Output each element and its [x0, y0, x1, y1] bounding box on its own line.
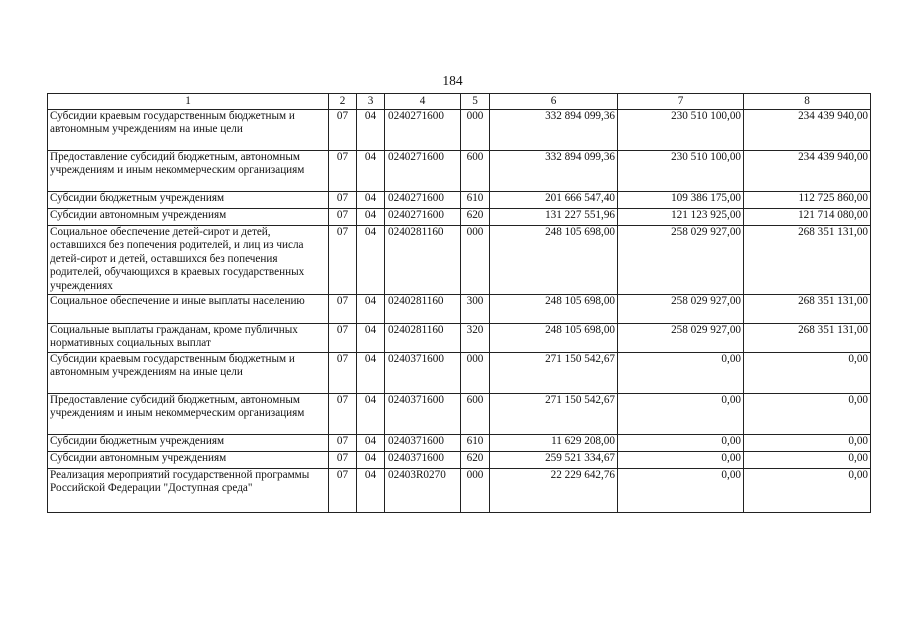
subsection-code: 04 [357, 226, 385, 295]
subsection-code: 04 [357, 469, 385, 513]
amount-col7: 230 510 100,00 [618, 151, 744, 192]
column-header: 2 [329, 94, 357, 110]
section-code: 07 [329, 209, 357, 226]
subsection-code: 04 [357, 394, 385, 435]
expense-type-code: 600 [461, 394, 490, 435]
target-article-code: 0240371600 [385, 435, 461, 452]
amount-col6: 248 105 698,00 [490, 226, 618, 295]
target-article-code: 0240271600 [385, 209, 461, 226]
target-article-code: 0240281160 [385, 226, 461, 295]
amount-col7: 0,00 [618, 452, 744, 469]
amount-col7: 121 123 925,00 [618, 209, 744, 226]
table-row [48, 452, 871, 469]
amount-col8: 0,00 [744, 353, 871, 394]
amount-col7: 258 029 927,00 [618, 295, 744, 324]
row-name: Субсидии бюджетным учреждениям [48, 192, 329, 209]
amount-col8: 0,00 [744, 452, 871, 469]
section-code: 07 [329, 295, 357, 324]
table-row [48, 110, 871, 151]
expense-type-code: 320 [461, 324, 490, 353]
target-article-code: 0240371600 [385, 394, 461, 435]
column-header: 8 [744, 94, 871, 110]
expense-type-code: 300 [461, 295, 490, 324]
section-code: 07 [329, 192, 357, 209]
table-row [48, 469, 871, 513]
subsection-code: 04 [357, 110, 385, 151]
table-row [48, 192, 871, 209]
page-number: 184 [442, 73, 463, 88]
amount-col6: 332 894 099,36 [490, 110, 618, 151]
row-name: Субсидии краевым государственным бюджетным и автономным учреждениям на иные цели [48, 110, 329, 151]
column-header: 4 [385, 94, 461, 110]
target-article-code: 0240281160 [385, 324, 461, 353]
amount-col6: 248 105 698,00 [490, 324, 618, 353]
expense-type-code: 000 [461, 110, 490, 151]
row-name: Социальные выплаты гражданам, кроме публичных нормативных социальных выплат [48, 324, 329, 353]
amount-col6: 201 666 547,40 [490, 192, 618, 209]
subsection-code: 04 [357, 452, 385, 469]
subsection-code: 04 [357, 435, 385, 452]
row-name: Социальное обеспечение детей-сирот и детей, оставшихся без попечения родителей, и лиц из числа детей-сирот и детей, оставшихся без попечения родителей, обучающихся в краевых государственных учреждениях [48, 226, 329, 295]
subsection-code: 04 [357, 209, 385, 226]
row-name: Субсидии бюджетным учреждениям [48, 435, 329, 452]
table-row [48, 324, 871, 353]
amount-col6: 131 227 551,96 [490, 209, 618, 226]
column-header: 1 [48, 94, 329, 110]
amount-col7: 258 029 927,00 [618, 324, 744, 353]
amount-col8: 234 439 940,00 [744, 151, 871, 192]
target-article-code: 0240271600 [385, 151, 461, 192]
table-row [48, 209, 871, 226]
target-article-code: 0240271600 [385, 192, 461, 209]
target-article-code: 02403R0270 [385, 469, 461, 513]
section-code: 07 [329, 469, 357, 513]
row-name: Субсидии автономным учреждениям [48, 452, 329, 469]
amount-col6: 259 521 334,67 [490, 452, 618, 469]
table-row [48, 226, 871, 295]
table-row [48, 435, 871, 452]
target-article-code: 0240271600 [385, 110, 461, 151]
expense-type-code: 600 [461, 151, 490, 192]
target-article-code: 0240371600 [385, 452, 461, 469]
amount-col8: 0,00 [744, 435, 871, 452]
amount-col6: 271 150 542,67 [490, 353, 618, 394]
section-code: 07 [329, 435, 357, 452]
amount-col6: 271 150 542,67 [490, 394, 618, 435]
subsection-code: 04 [357, 324, 385, 353]
target-article-code: 0240371600 [385, 353, 461, 394]
amount-col7: 258 029 927,00 [618, 226, 744, 295]
section-code: 07 [329, 452, 357, 469]
section-code: 07 [329, 110, 357, 151]
section-code: 07 [329, 151, 357, 192]
row-name: Предоставление субсидий бюджетным, автономным учреждениям и иным некоммерческим организациям [48, 151, 329, 192]
amount-col6: 332 894 099,36 [490, 151, 618, 192]
column-header: 3 [357, 94, 385, 110]
subsection-code: 04 [357, 353, 385, 394]
amount-col6: 11 629 208,00 [490, 435, 618, 452]
section-code: 07 [329, 324, 357, 353]
budget-table [47, 93, 871, 513]
amount-col7: 0,00 [618, 469, 744, 513]
amount-col8: 121 714 080,00 [744, 209, 871, 226]
column-header: 7 [618, 94, 744, 110]
row-name: Предоставление субсидий бюджетным, автономным учреждениям и иным некоммерческим организациям [48, 394, 329, 435]
subsection-code: 04 [357, 192, 385, 209]
row-name: Субсидии автономным учреждениям [48, 209, 329, 226]
amount-col8: 268 351 131,00 [744, 226, 871, 295]
expense-type-code: 000 [461, 353, 490, 394]
amount-col8: 268 351 131,00 [744, 324, 871, 353]
target-article-code: 0240281160 [385, 295, 461, 324]
table-row [48, 151, 871, 192]
table-row [48, 394, 871, 435]
amount-col8: 0,00 [744, 469, 871, 513]
table-row [48, 295, 871, 324]
table-header-row [48, 94, 871, 110]
expense-type-code: 610 [461, 192, 490, 209]
amount-col8: 268 351 131,00 [744, 295, 871, 324]
amount-col7: 0,00 [618, 394, 744, 435]
amount-col7: 0,00 [618, 353, 744, 394]
table-row [48, 353, 871, 394]
section-code: 07 [329, 226, 357, 295]
section-code: 07 [329, 394, 357, 435]
amount-col8: 234 439 940,00 [744, 110, 871, 151]
expense-type-code: 620 [461, 209, 490, 226]
expense-type-code: 610 [461, 435, 490, 452]
amount-col7: 109 386 175,00 [618, 192, 744, 209]
expense-type-code: 000 [461, 226, 490, 295]
amount-col8: 112 725 860,00 [744, 192, 871, 209]
section-code: 07 [329, 353, 357, 394]
amount-col7: 230 510 100,00 [618, 110, 744, 151]
subsection-code: 04 [357, 151, 385, 192]
row-name: Социальное обеспечение и иные выплаты населению [48, 295, 329, 324]
amount-col6: 248 105 698,00 [490, 295, 618, 324]
amount-col6: 22 229 642,76 [490, 469, 618, 513]
amount-col7: 0,00 [618, 435, 744, 452]
subsection-code: 04 [357, 295, 385, 324]
expense-type-code: 620 [461, 452, 490, 469]
amount-col8: 0,00 [744, 394, 871, 435]
expense-type-code: 000 [461, 469, 490, 513]
row-name: Реализация мероприятий государственной программы Российской Федерации "Доступная среда" [48, 469, 329, 513]
column-header: 5 [461, 94, 490, 110]
row-name: Субсидии краевым государственным бюджетным и автономным учреждениям на иные цели [48, 353, 329, 394]
column-header: 6 [490, 94, 618, 110]
